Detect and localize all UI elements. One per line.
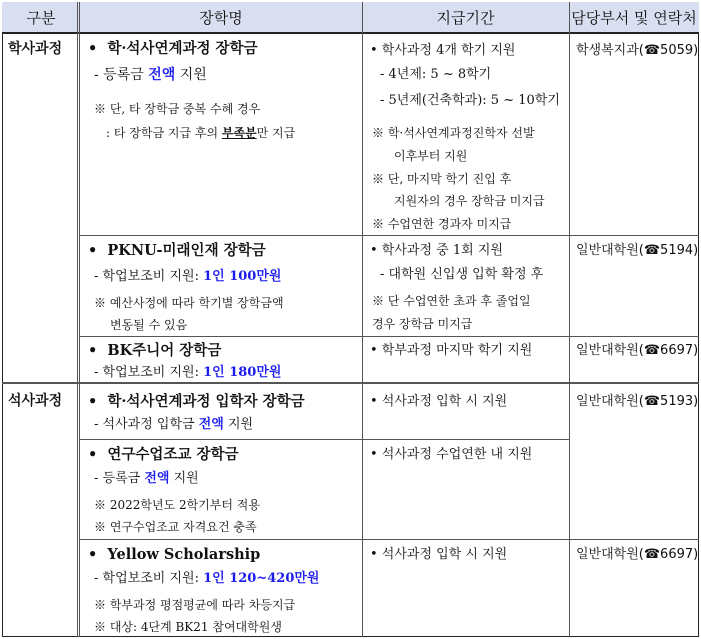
period-line: - 대학원 신입생 입학 확정 후 [380, 267, 544, 282]
section-divider [2, 382, 699, 384]
category-undergrad: 학사과정 [8, 41, 63, 57]
row-divider [80, 336, 699, 337]
contact-text: 학생복지과(☎5059) [576, 43, 699, 58]
period-line: • 석사과정 입학 시 지원 [370, 394, 508, 409]
period-line: • 학부과정 마지막 학기 지원 [370, 343, 533, 358]
header-category: 구분 [2, 2, 80, 34]
scholarship-title: • BK주니어 장학금 [88, 342, 222, 359]
period-note: 이후부터 지원 [394, 149, 468, 163]
scholarship-title: • PKNU-미래인재 장학금 [88, 242, 266, 259]
scholarship-title: • 학·석사연계과정 입학자 장학금 [88, 393, 305, 410]
contact-text: 일반대학원(☎5193) [576, 394, 699, 409]
note-line: ※ 단, 타 장학금 중복 수혜 경우 [94, 102, 261, 116]
note-line: ※ 2022학년도 2학기부터 적용 [94, 498, 260, 512]
row-divider [80, 235, 699, 236]
note-line: : 타 장학금 지급 후의 부족분만 지급 [106, 126, 296, 140]
contact-text: 일반대학원(☎6697) [576, 343, 699, 358]
detail-line: - 학업보조비 지원: 1인 120~420만원 [94, 571, 320, 586]
note-line: ※ 대상: 4단계 BK21 참여대학원생 [94, 620, 282, 634]
period-line: • 학사과정 4개 학기 지원 [370, 43, 516, 58]
period-line: - 5년제(건축학과): 5 ~ 10학기 [380, 93, 560, 108]
row-divider [80, 539, 699, 540]
period-note: ※ 학·석사연계과정진학자 선발 [372, 126, 535, 140]
category-master: 석사과정 [8, 393, 63, 409]
period-note: ※ 단, 마지막 학기 진입 후 [372, 172, 512, 186]
period-note: 경우 장학금 미지급 [372, 317, 473, 331]
note-line: ※ 연구수업조교 자격요건 충족 [94, 520, 257, 534]
detail-line: - 학업보조비 지원: 1인 100만원 [94, 269, 282, 284]
period-line: • 학사과정 중 1회 지원 [370, 243, 503, 258]
period-line: • 석사과정 수업연한 내 지원 [370, 447, 533, 462]
note-line: ※ 예산사정에 따라 학기별 장학금액 [94, 296, 284, 310]
contact-text: 일반대학원(☎6697) [576, 547, 699, 562]
table-grid [2, 2, 699, 637]
contact-text: 일반대학원(☎5194) [576, 243, 699, 258]
header-scholarship: 장학명 [80, 2, 362, 34]
row-divider [80, 439, 569, 440]
detail-line: - 등록금 전액 지원 [94, 67, 207, 83]
period-note: 지원자의 경우 장학금 미지급 [394, 194, 545, 208]
detail-line: - 학업보조비 지원: 1인 180만원 [94, 365, 282, 380]
scholarship-title: • Yellow Scholarship [88, 546, 261, 563]
detail-line: - 석사과정 입학금 전액 지원 [94, 417, 254, 432]
detail-line: - 등록금 전액 지원 [94, 471, 199, 486]
period-note: ※ 수업연한 경과자 미지급 [372, 217, 512, 231]
column-divider [77, 2, 80, 637]
period-line: - 4년제: 5 ~ 8학기 [380, 67, 492, 82]
period-note: ※ 단 수업연한 초과 후 졸업일 [372, 294, 531, 308]
note-line: 변동될 수 있음 [110, 318, 188, 332]
period-line: • 석사과정 입학 시 지원 [370, 547, 508, 562]
column-divider [569, 2, 570, 637]
column-divider [362, 2, 363, 637]
header-period: 지급기간 [362, 2, 569, 34]
note-line: ※ 학부과정 평점평균에 따라 차등지급 [94, 598, 296, 612]
scholarship-title: • 연구수업조교 장학금 [88, 446, 239, 463]
scholarship-title: • 학·석사연계과정 장학금 [88, 40, 258, 57]
header-contact: 담당부서 및 연락처 [569, 2, 699, 34]
